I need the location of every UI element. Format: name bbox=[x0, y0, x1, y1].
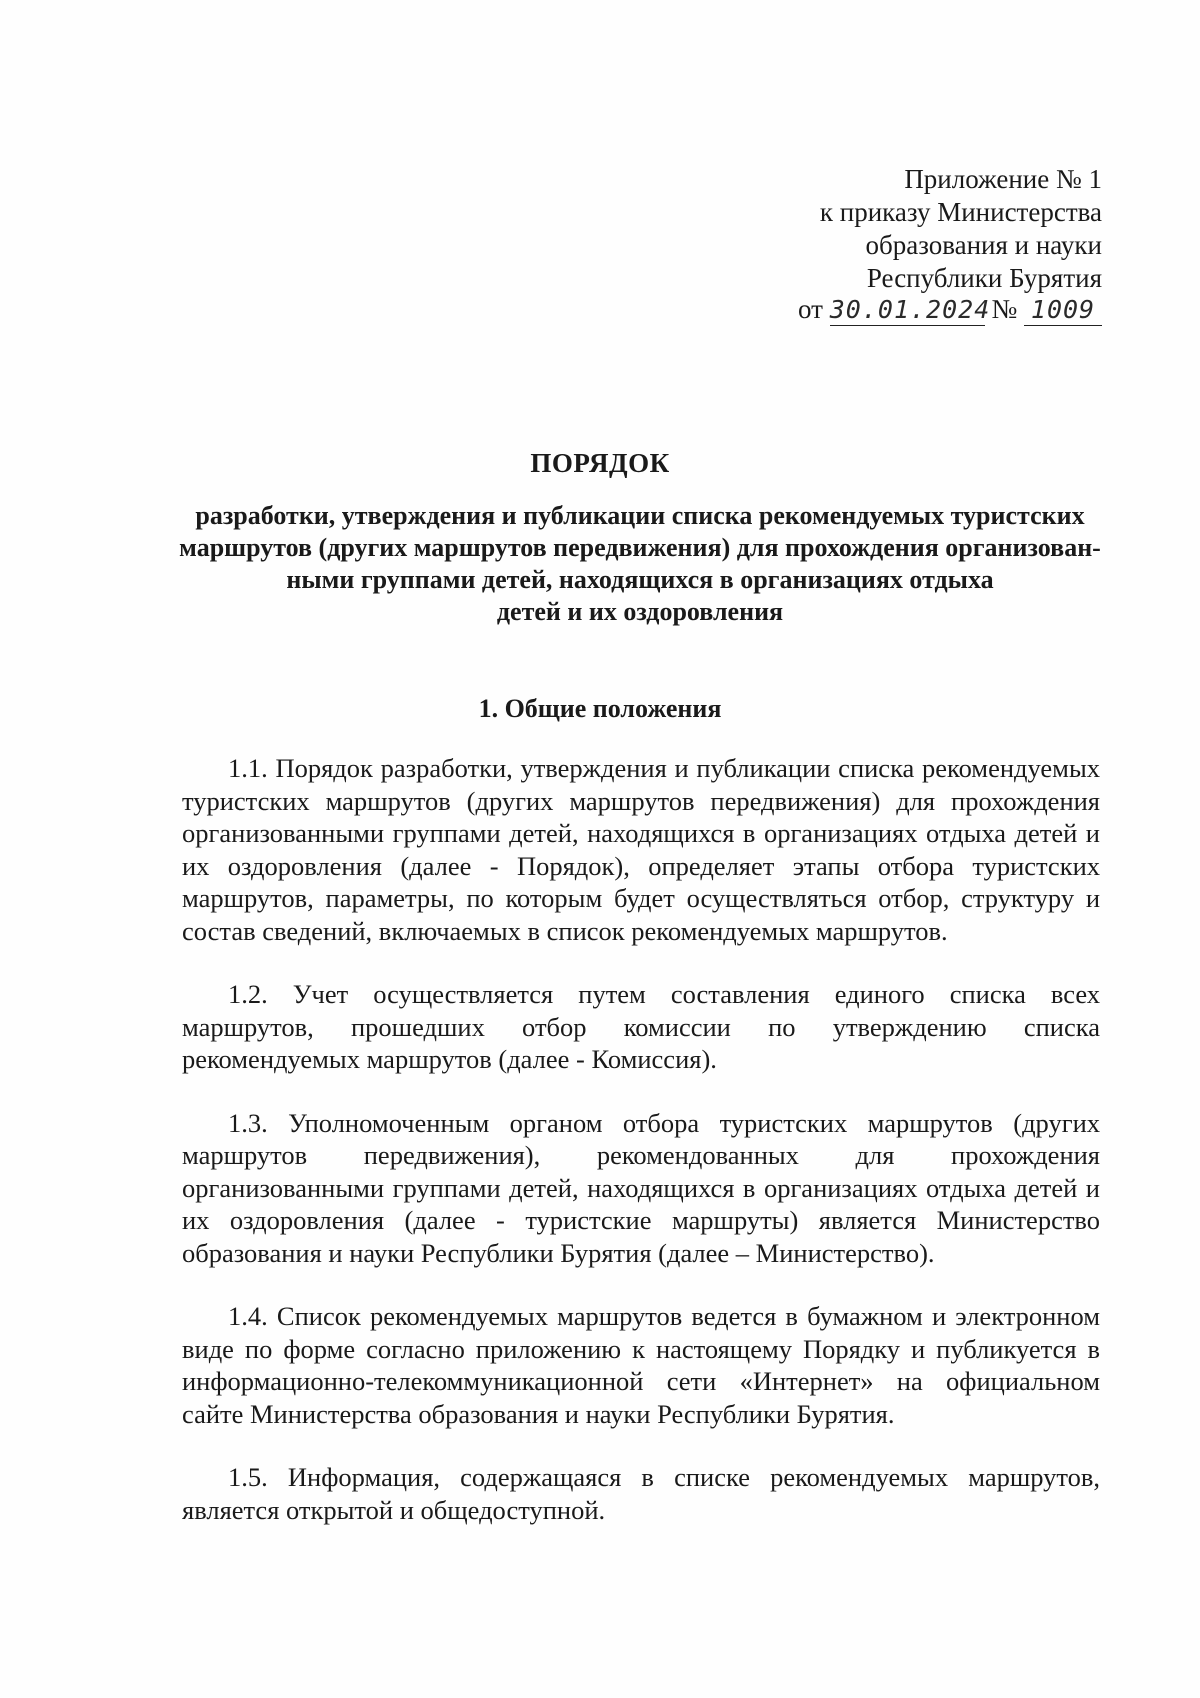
subtitle-line: разработки, утверждения и публикации списка рекомендуемых туристских bbox=[195, 501, 1085, 530]
number-prefix: № bbox=[991, 294, 1018, 324]
date-prefix: от bbox=[798, 294, 823, 324]
document-subtitle bbox=[170, 500, 1110, 628]
document-title: ПОРЯДОК bbox=[530, 448, 670, 478]
paragraph-1-5: 1.5. Информация, содержащаяся в списке рекомендуемых маршрутов, является открытой и общедоступной. bbox=[182, 1462, 1100, 1525]
subtitle-line: детей и их оздоровления bbox=[496, 597, 784, 626]
paragraph-1-4: 1.4. Список рекомендуемых маршрутов ведется в бумажном и электронном виде по форме согласно приложению к настоящему Порядку и публикуется в информационно-телекоммуникационной сети «Интернет» на официальном сайте Министерства образования и науки Республики Бурятия. bbox=[182, 1301, 1100, 1429]
paragraph-1-3: 1.3. Уполномоченным органом отбора туристских маршрутов (других маршрутов передвижения), рекомендованных для прохождения организованными группами детей, находящихся в организациях отдыха детей и их оздоровления (далее - туристские маршруты) является Министерство образования и науки Республики Бурятия (далее – Министерство). bbox=[182, 1107, 1100, 1268]
appendix-line-1: Приложение № 1 bbox=[904, 164, 1102, 194]
order-date-handwritten: 30.01.2024 bbox=[829, 295, 991, 324]
subtitle-line: ными группами детей, находящихся в организациях отдыха bbox=[286, 565, 994, 594]
paragraph-1-2: 1.2. Учет осуществляется путем составления единого списка всех маршрутов, прошедших отбор комиссии по утверждению списка рекомендуемых маршрутов (далее - Комиссия). bbox=[182, 979, 1100, 1074]
appendix-line-4: Республики Бурятия bbox=[866, 263, 1102, 293]
paragraph-1-1: 1.1. Порядок разработки, утверждения и публикации списка рекомендуемых туристских маршрутов (других маршрутов передвижения) для прохождения организованными группами детей, находящихся в организациях отдыха детей и их оздоровления (далее - Порядок), определяет этапы отбора туристских маршрутов, параметры, по которым будет осуществляться отбор, структуру и состав сведений, включаемых в список рекомендуемых маршрутов. bbox=[182, 753, 1100, 946]
section-heading: 1. Общие положения bbox=[478, 694, 722, 723]
document-body bbox=[182, 752, 1100, 1557]
subtitle-line: маршрутов (других маршрутов передвижения) для прохождения организован- bbox=[179, 533, 1101, 562]
order-date-line bbox=[798, 293, 1102, 326]
order-number-handwritten: 1009 bbox=[1024, 295, 1102, 326]
appendix-header bbox=[798, 163, 1102, 326]
appendix-line-3: образования и науки bbox=[865, 230, 1102, 260]
appendix-line-2: к приказу Министерства bbox=[819, 197, 1102, 227]
